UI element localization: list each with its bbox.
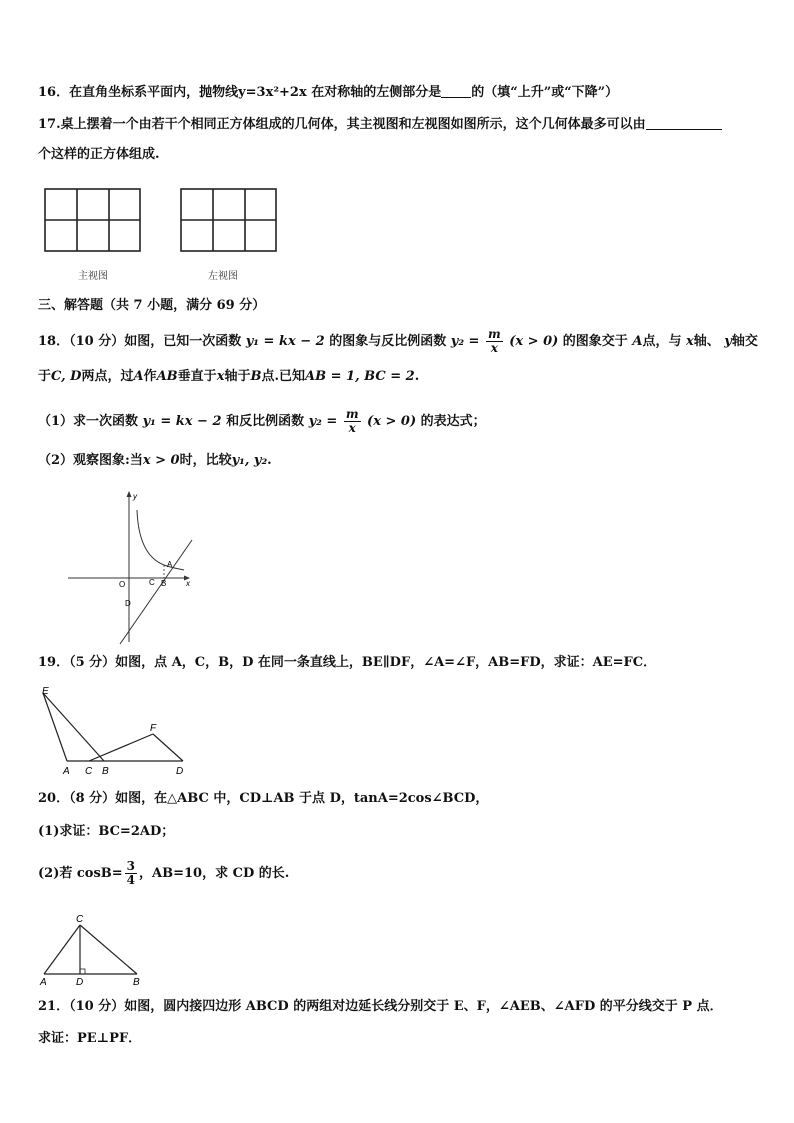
q18-l2d: 垂直于 <box>177 369 217 384</box>
q16-answer-blank[interactable] <box>441 85 471 98</box>
q18-graph-figure <box>68 488 198 646</box>
q18-p2b: 时，比较 <box>179 453 232 468</box>
q16-text: 16．在直角坐标系平面内，抛物线y=3x²+2x 在对称轴的左侧部分是 <box>38 85 442 100</box>
q18-l2e: 轴于 <box>224 369 251 384</box>
q18-x-axis2: x <box>216 369 225 384</box>
q18-intro: 18．（10 分）如图，已知一次函数 <box>38 334 242 349</box>
q18-fig-x-label: x <box>186 579 190 588</box>
q18-y-axis: y <box>724 334 732 349</box>
q18-p1-inverse-lhs: y₂ = <box>308 414 338 429</box>
q18-fig-b-label: B <box>161 579 167 588</box>
q16-line <box>38 84 618 102</box>
q19-fig-f-label: F <box>150 723 157 734</box>
q19-fig-b-label: B <box>102 766 109 777</box>
q18-fig-c-label: C <box>149 578 155 587</box>
q19-line: 19．（5 分）如图，点 A，C，B，D 在同一条直线上，BE∥DF，∠A=∠F，AB=FD，求证：AE=FC． <box>38 655 657 670</box>
q18-point-b: B <box>250 369 262 384</box>
q18-linear-function: y₁ = kx − 2 <box>245 334 325 349</box>
q17-text: 17.桌上摆着一个由若干个相同正方体组成的几何体，其主视图和左视图如图所示，这个几何体最多可以由 <box>38 117 646 132</box>
q18-p2a: （2）观察图象:当 <box>38 453 143 468</box>
q18-line2 <box>38 368 419 386</box>
q18-fig-y-label: y <box>133 492 137 501</box>
q18-l2f: 点.已知 <box>261 369 305 384</box>
q20-line: 20．（8 分）如图，在△ABC 中，CD⊥AB 于点 D，tanA=2cos∠BCD， <box>38 791 489 806</box>
q18-p1c: 的表达式； <box>420 414 486 429</box>
q17-answer-blank[interactable] <box>646 117 722 130</box>
q18-p2-vars: y₁, y₂ <box>231 453 268 468</box>
q18-p2-cond: x > 0 <box>142 453 180 468</box>
q18-p1a: （1）求一次函数 <box>38 414 139 429</box>
q18-x-axis: x <box>685 334 694 349</box>
q18-fig-d-label: D <box>125 599 131 608</box>
q18-p1-domain: (x > 0) <box>367 414 417 429</box>
q18-fig-origin-label: O <box>119 580 126 589</box>
q20-p2a: (2)若 cosB= <box>38 866 123 881</box>
q17-front-view-figure <box>44 188 144 254</box>
q20-fig-d-label: D <box>76 977 84 988</box>
q18-given: AB = 1, BC = 2 <box>305 369 415 384</box>
q20-frac-den: 4 <box>126 873 136 887</box>
q17-line2: 个这样的正方体组成. <box>38 147 160 162</box>
q19-fig-d-label: D <box>176 766 184 777</box>
q17-left-view-figure <box>180 188 280 254</box>
q20-p2b: ，AB=10，求 CD 的长. <box>139 866 290 881</box>
q18-fraction-m-over-x <box>486 328 503 355</box>
q18-text-f: 轴交 <box>731 334 758 349</box>
q18-fig-a-label: A <box>167 560 173 569</box>
q19-figure <box>38 684 198 776</box>
q21-proof: 求证：PE⊥PF． <box>38 1031 142 1046</box>
q18-text-c: 的图象交于 <box>562 334 628 349</box>
q18-l2a: 于 <box>38 369 52 384</box>
q20-fig-a-label: A <box>40 977 47 988</box>
q20-part1: (1)求证：BC=2AD； <box>38 824 175 839</box>
q18-period: . <box>414 369 420 384</box>
q20-figure <box>38 912 148 988</box>
q18-inverse-function-lhs: y₂ = <box>450 334 480 349</box>
q17-line1 <box>38 116 722 134</box>
q16-suffix: 的（填“上升”或“下降”） <box>471 85 619 100</box>
q18-point-a: A <box>632 334 643 349</box>
q18-frac-den: x <box>490 341 498 355</box>
q18-line1 <box>38 328 758 355</box>
q19-fig-e-label: E <box>42 686 49 697</box>
q18-part1 <box>38 408 486 435</box>
q17-left-view-caption: 左视图 <box>208 271 238 282</box>
q20-frac-num: 3 <box>126 859 136 873</box>
q20-part2 <box>38 860 289 887</box>
q18-domain: (x > 0) <box>509 334 559 349</box>
q18-l2b: 两点，过 <box>81 369 134 384</box>
q18-p1-fraction <box>344 408 361 435</box>
q21-line: 21．（10 分）如图，圆内接四边形 ABCD 的两组对边延长线分别交于 E、F，∠AEB、∠AFD 的平分线交于 P 点． <box>38 999 723 1014</box>
q20-fraction-3-over-4 <box>125 860 137 887</box>
q18-p1b: 和反比例函数 <box>226 414 305 429</box>
q18-p1-frac-num: m <box>345 407 359 421</box>
q20-fig-c-label: C <box>76 914 84 925</box>
q18-text-d: 点，与 <box>642 334 682 349</box>
q18-point-a2: A <box>133 369 144 384</box>
q18-text-b: 的图象与反比例函数 <box>329 334 447 349</box>
q18-text-e: 轴、 <box>693 334 720 349</box>
q19-fig-c-label: C <box>85 766 93 777</box>
q18-part2 <box>38 452 272 470</box>
q17-front-view-caption: 主视图 <box>78 271 108 282</box>
q19-fig-a-label: A <box>63 766 70 777</box>
q18-points-cd: C, D <box>51 369 82 384</box>
section3-title: 三、解答题（共 7 小题，满分 69 分） <box>38 298 266 313</box>
q20-fig-b-label: B <box>133 977 140 988</box>
q18-p2end: . <box>267 453 272 468</box>
q18-p1-linear: y₁ = kx − 2 <box>142 414 222 429</box>
q18-p1-frac-den: x <box>348 421 356 435</box>
q18-frac-num: m <box>487 327 501 341</box>
q18-l2c: 作 <box>143 369 157 384</box>
q18-segment-ab: AB <box>156 369 178 384</box>
